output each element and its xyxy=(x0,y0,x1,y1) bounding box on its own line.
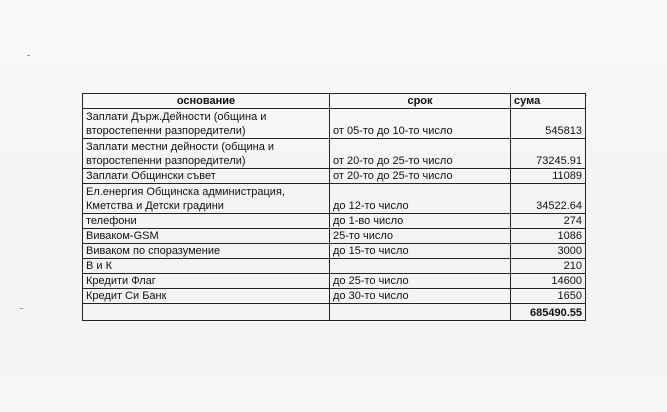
cell-basis: Кредит Си Банк xyxy=(83,289,330,304)
cell-amount: 545813 xyxy=(511,109,586,139)
cell-basis: телефони xyxy=(83,214,330,229)
cell-term: до 25-то число xyxy=(330,274,511,289)
basis-line: Кметства и Детски градини xyxy=(86,200,224,212)
cell-term: от 20-то до 25-то число xyxy=(330,139,511,169)
cell-term: 25-то число xyxy=(330,229,511,244)
cell-basis xyxy=(83,139,330,169)
cell-amount: 210 xyxy=(511,259,586,274)
payments-table xyxy=(82,93,586,321)
total-empty-cell xyxy=(330,304,511,321)
cell-term: от 05-то до 10-то число xyxy=(330,109,511,139)
header-basis: основание xyxy=(83,94,330,109)
cell-amount: 11089 xyxy=(511,169,586,184)
header-term: срок xyxy=(330,94,511,109)
basis-line: Ел.енергия Общинска администрация, xyxy=(86,186,285,198)
total-row xyxy=(83,304,586,321)
cell-basis xyxy=(83,184,330,214)
table-row xyxy=(83,274,586,289)
basis-line: Заплати местни дейности (община и xyxy=(86,141,275,153)
table-row xyxy=(83,229,586,244)
basis-line: второстепенни разпоредители) xyxy=(86,155,246,167)
cell-term xyxy=(330,259,511,274)
cell-basis: В и К xyxy=(83,259,330,274)
header-row xyxy=(83,94,586,109)
cell-term: до 1-во число xyxy=(330,214,511,229)
table-row xyxy=(83,169,586,184)
cell-term: до 12-то число xyxy=(330,184,511,214)
cell-basis: Виваком по споразумение xyxy=(83,244,330,259)
basis-line: второстепенни разпоредители) xyxy=(86,125,246,137)
basis-line: Заплати Държ.Дейности (община и xyxy=(86,111,267,123)
scan-speck xyxy=(27,55,30,56)
cell-basis xyxy=(83,109,330,139)
cell-amount: 1086 xyxy=(511,229,586,244)
scan-speck xyxy=(20,308,23,309)
cell-term: от 20-то до 25-то число xyxy=(330,169,511,184)
table-row xyxy=(83,139,586,169)
table-body xyxy=(83,109,586,321)
cell-term: до 15-то число xyxy=(330,244,511,259)
cell-amount: 34522.64 xyxy=(511,184,586,214)
cell-basis: Виваком-GSM xyxy=(83,229,330,244)
cell-basis: Кредити Флаг xyxy=(83,274,330,289)
header-amount: сума xyxy=(511,94,586,109)
cell-amount: 3000 xyxy=(511,244,586,259)
total-amount: 685490.55 xyxy=(511,304,586,321)
table-row xyxy=(83,214,586,229)
total-empty-cell xyxy=(83,304,330,321)
cell-amount: 73245.91 xyxy=(511,139,586,169)
cell-amount: 1650 xyxy=(511,289,586,304)
table-row xyxy=(83,109,586,139)
table-row xyxy=(83,184,586,214)
cell-term: до 30-то число xyxy=(330,289,511,304)
table-row xyxy=(83,289,586,304)
table-row xyxy=(83,259,586,274)
cell-amount: 274 xyxy=(511,214,586,229)
cell-amount: 14600 xyxy=(511,274,586,289)
table-row xyxy=(83,244,586,259)
cell-basis: Заплати Общински съвет xyxy=(83,169,330,184)
